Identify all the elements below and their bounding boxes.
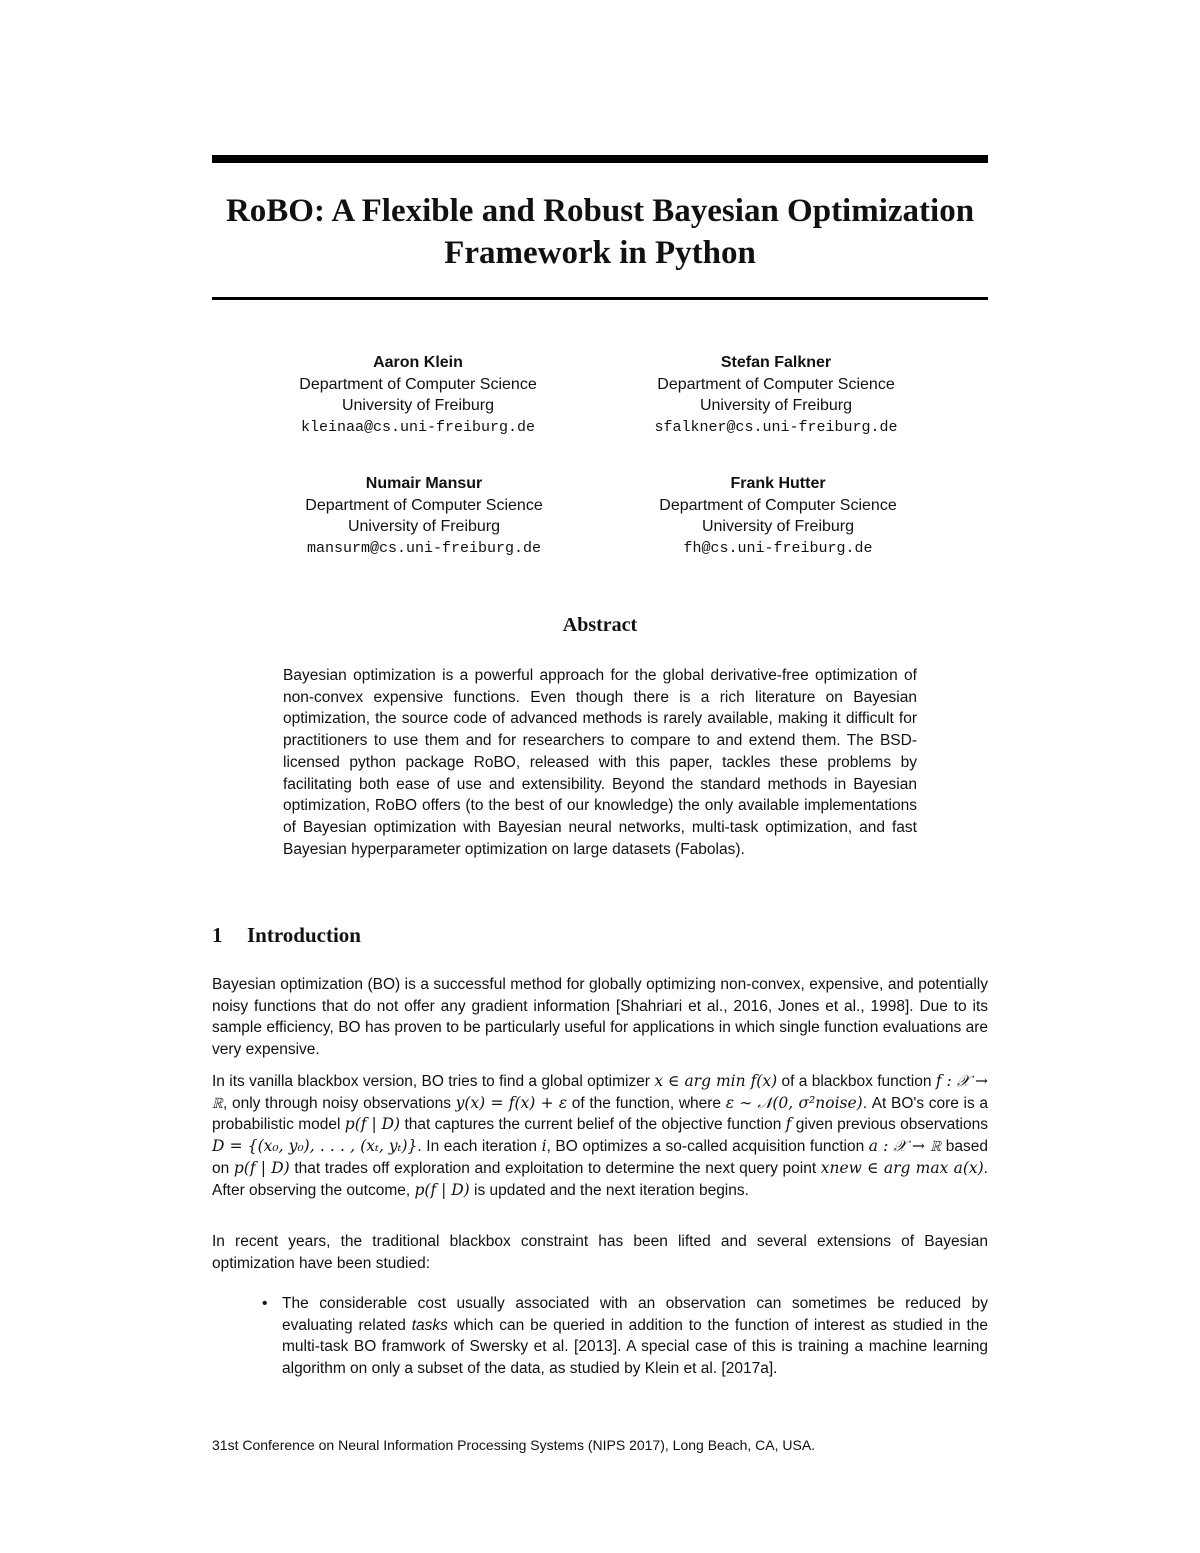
author-name: Aaron Klein bbox=[373, 354, 463, 371]
author-dept: Department of Computer Science bbox=[305, 496, 543, 514]
emphasis-text: tasks bbox=[411, 1316, 448, 1334]
text-run: based on bbox=[212, 1138, 988, 1177]
section-title: Introduction bbox=[247, 923, 361, 947]
math-expression: ε ∼ 𝒩(0, σ²noise) bbox=[725, 1093, 863, 1112]
text-run: , only through noisy observations bbox=[223, 1094, 456, 1112]
text-run: . After observing the outcome, bbox=[212, 1159, 988, 1199]
bullet-icon: • bbox=[262, 1295, 268, 1312]
text-run: that captures the current belief of the objective function bbox=[400, 1116, 786, 1134]
text-run: , BO optimizes a so-called acquisition function bbox=[546, 1138, 869, 1156]
author-name: Frank Hutter bbox=[730, 475, 826, 492]
math-expression: f bbox=[785, 1115, 792, 1134]
author-univ: University of Freiburg bbox=[347, 518, 501, 535]
text-run: which can be queried in addition to the function of interest as studied in the multi-task BO framwork of Swersky et al. [2013]. A special case of this is training a machine learning algorithm on only a subset of the data, as studied by Klein et al. [2017a]. bbox=[282, 1316, 988, 1378]
intro-paragraph-2 bbox=[212, 1071, 988, 1201]
author-univ: University of Freiburg bbox=[701, 518, 855, 535]
text-run: given previous observations bbox=[791, 1116, 988, 1134]
author-name: Stefan Falkner bbox=[720, 354, 832, 371]
math-expression: i bbox=[541, 1137, 547, 1156]
abstract-text: Bayesian optimization is a powerful approach for the global derivative-free optimization of non-convex expensive functions. Even though there is a rich literature on Bayesian optimization, the source code of advanced methods is rarely available, making it difficult for practitioners to use them and for researchers to compare to and extend them. The BSD-licensed python package RoBO, released with this paper, tackles these problems by facilitating both ease of use and extensibility. Beyond the standard methods in Bayesian optimization, RoBO offers (to the best of our knowledge) the only available implementations of Bayesian optimization with Bayesian neural networks, multi-task optimization, and fast Bayesian hyperparameter optimization on large datasets (Fabolas). bbox=[283, 667, 917, 858]
text-run: of a blackbox function bbox=[777, 1073, 936, 1090]
author-email: fh@cs.uni-freiburg.de bbox=[683, 539, 873, 557]
math-expression: y(x) = f(x) + ε bbox=[455, 1093, 568, 1112]
abstract-heading: Abstract bbox=[562, 614, 638, 636]
math-expression: x ∈ arg min f(x) bbox=[654, 1072, 778, 1090]
text-run: . At BO's core is a probabilistic model bbox=[212, 1094, 988, 1134]
author-block bbox=[596, 352, 956, 438]
math-expression: D = {(x₀, y₀), . . . , (xₜ, yₜ)} bbox=[212, 1137, 418, 1156]
author-email: sfalkner@cs.uni-freiburg.de bbox=[654, 418, 898, 436]
section-heading bbox=[212, 923, 361, 948]
author-block bbox=[244, 473, 604, 559]
section-number: 1 bbox=[212, 923, 223, 947]
author-email: kleinaa@cs.uni-freiburg.de bbox=[300, 418, 536, 436]
author-univ: University of Freiburg bbox=[341, 397, 495, 414]
author-name: Numair Mansur bbox=[365, 475, 483, 492]
math-expression: f : 𝒳 → ℝ bbox=[212, 1072, 988, 1112]
list-item bbox=[262, 1293, 988, 1380]
math-expression: xnew ∈ arg max a(x) bbox=[820, 1158, 984, 1177]
conference-footnote: 31st Conference on Neural Information Processing Systems (NIPS 2017), Long Beach, CA, USA. bbox=[212, 1437, 816, 1453]
text-run: is updated and the next iteration begins. bbox=[469, 1181, 749, 1199]
text-run: that trades off exploration and exploitation to determine the next query point bbox=[289, 1159, 821, 1177]
math-expression: p(f | D) bbox=[414, 1180, 470, 1199]
author-univ: University of Freiburg bbox=[699, 397, 853, 414]
math-expression: p(f | D) bbox=[344, 1115, 401, 1134]
title-rule-top bbox=[212, 155, 988, 163]
math-expression: a : 𝒳 → ℝ bbox=[868, 1137, 942, 1156]
author-dept: Department of Computer Science bbox=[657, 375, 895, 393]
text-run: The considerable cost usually associated with an observation can sometimes be reduced by evaluating related bbox=[282, 1295, 988, 1334]
intro-paragraph-1: Bayesian optimization (BO) is a successful method for globally optimizing non-convex, expensive, and potentially noisy functions that do not offer any gradient information [Shahriari et al., 2016, Jones et al., 1998]. Due to its sample efficiency, BO has proven to be particularly useful for applications in which single function evaluations are very expensive. bbox=[212, 976, 988, 1059]
author-dept: Department of Computer Science bbox=[659, 496, 897, 514]
author-block bbox=[238, 352, 598, 438]
text-run: In its vanilla blackbox version, BO tries to find a global optimizer bbox=[212, 1073, 655, 1090]
text-run: of the function, where bbox=[567, 1094, 726, 1112]
extensions-list bbox=[262, 1293, 988, 1380]
text-run: . In each iteration bbox=[417, 1138, 542, 1156]
math-expression: p(f | D) bbox=[233, 1158, 290, 1177]
author-dept: Department of Computer Science bbox=[299, 375, 537, 393]
intro-paragraph-3: In recent years, the traditional blackbox constraint has been lifted and several extensions of Bayesian optimization have been studied: bbox=[212, 1233, 988, 1272]
author-email: mansurm@cs.uni-freiburg.de bbox=[306, 539, 542, 557]
author-block bbox=[598, 473, 958, 559]
paper-title: RoBO: A Flexible and Robust Bayesian Optimization Framework in Python bbox=[225, 193, 975, 271]
title-rule-bottom bbox=[212, 297, 988, 300]
